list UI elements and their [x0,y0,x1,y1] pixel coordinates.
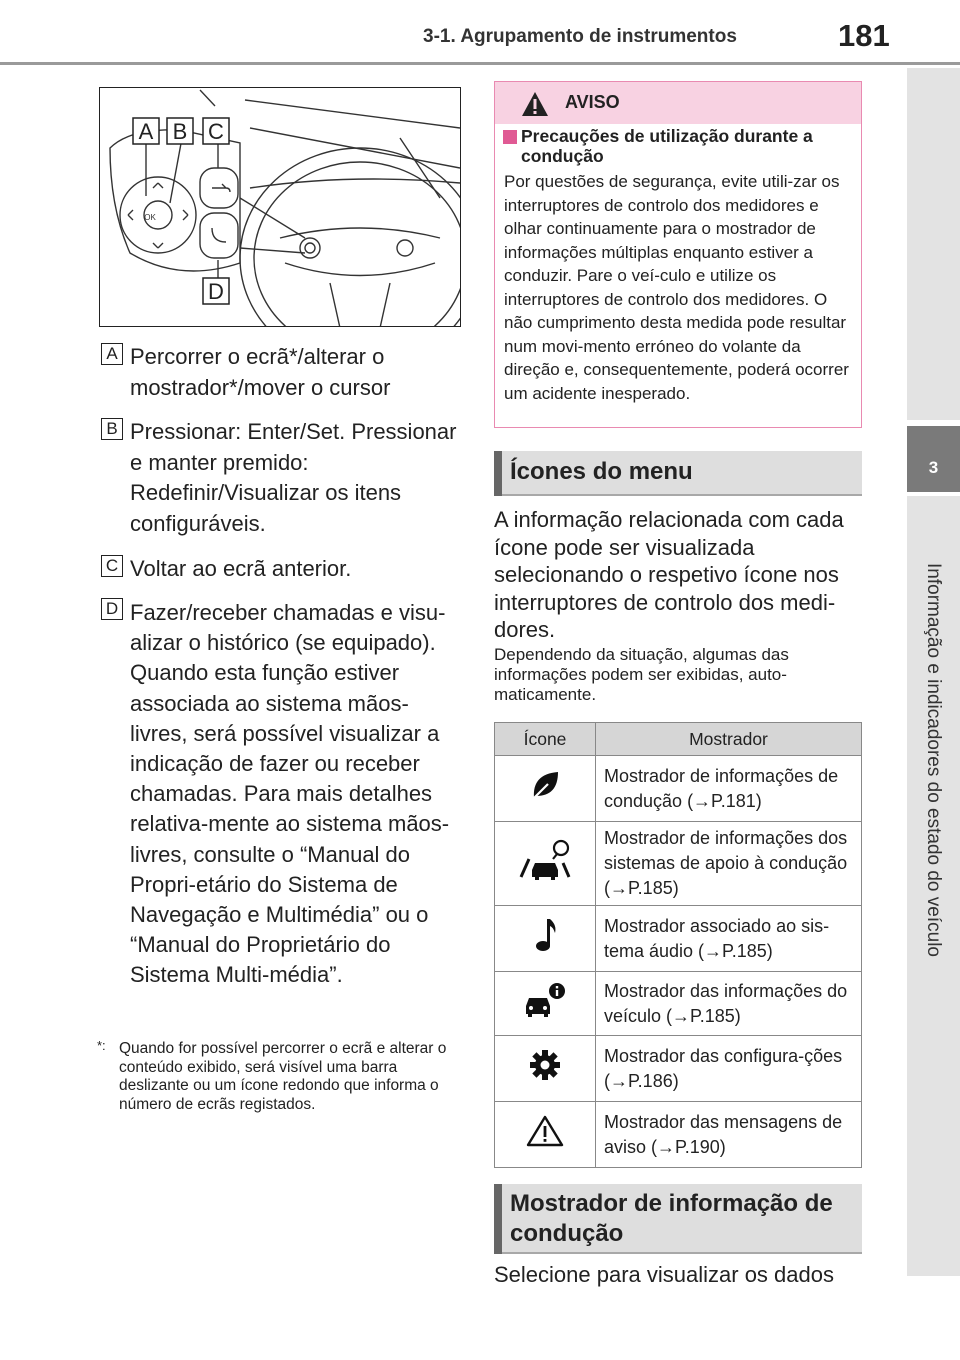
music-note-icon [531,917,559,953]
item-letter-c: C [101,555,123,577]
row-text: Mostrador de informações dos sistemas de apoio à condução (→P.185) [596,822,862,906]
menu-note-text: Dependendo da situação, algumas das informações podem ser exibidas, auto-maticamente. [494,645,789,704]
footnote-marker: *: [97,1038,106,1053]
page-number: 181 [838,18,890,53]
callout-d: D [208,279,224,304]
menu-intro-text: A informação relacionada com cada ícone pode ser visualizada selecionando o respetivo ícone nos interruptores de controlo dos medi-dores. [494,507,844,642]
row-text: Mostrador das configura-ções (→P.186) [596,1036,862,1102]
menu-icons-table [494,722,862,1168]
section-header-bar [494,1184,502,1254]
item-letter-a: A [101,343,123,365]
item-letter-d: D [101,598,123,620]
footnote [97,1040,457,1114]
driver-assist-icon [519,839,571,881]
table-row [495,906,862,972]
column-header-display: Mostrador [596,723,862,756]
vehicle-info-icon [523,982,567,1018]
section-title-menu-icons: Ícones do menu [510,458,693,485]
steering-switch-illustration [99,87,461,327]
callout-c: C [208,119,224,144]
ok-button-label: OK [144,213,156,222]
warning-bullet-square [503,130,517,144]
leaf-icon [528,768,562,802]
section-header-bar [494,451,502,496]
steering-wheel-drawing [100,88,461,327]
chapter-number-tab: 3 [907,426,960,492]
section-header-menu-icons [494,451,862,496]
item-b-text: Pressionar: Enter/Set. Pressionar e manter premido: Redefinir/Visualizar os itens configuráveis. [130,419,457,536]
item-a-text: Percorrer o ecrã*/alterar o mostrador*/mover o cursor [130,344,391,400]
warning-body: Por questões de segurança, evite utili-zar os interruptores de controlo dos medidores e olhar continuamente para o mostrador de informações múltiplas enquanto estiver a conduzir. Pare o veí-culo e utilize os interruptores de controlo dos medidores. O não cumprimento desta medida pode resultar num movi-mento erróneo do volante da direção e, consequentemente, poderá ocorrer um acidente inesperado. [504,172,849,403]
table-row [495,756,862,822]
section-title-driving-info: Mostrador de informação de condução [510,1190,833,1247]
gear-icon [529,1049,561,1081]
footnote-text: Quando for possível percorrer o ecrã e alterar o conteúdo exibido, será visível uma barra deslizante ou um ícone redondo que informa o número de ecrãs registados. [119,1040,447,1113]
table-row [495,972,862,1036]
callout-a: A [138,119,154,144]
warning-subtitle: Precauções de utilização durante a condução [521,126,813,166]
column-header-icon: Ícone [495,723,596,756]
warning-icon [520,90,550,118]
running-header-title: 3-1. Agrupamento de instrumentos [423,26,737,47]
section-header-driving-info [494,1184,862,1254]
driving-info-text: Selecione para visualizar os dados [494,1262,834,1287]
item-c-text: Voltar ao ecrã anterior. [130,556,352,581]
item-d-text: Fazer/receber chamadas e visu-alizar o histórico (se equipado). Quando esta função estiver associada ao sistema mãos-livres, será possível visualizar a indicação de fazer ou receber chamadas. Para mais detalhes relativa-mente ao sistema mãos-livres, consulte o “Manual do Propri-etário do Sistema de Navegação e Multimédia” ou o “Manual do Proprietário do Sistema Multi-média”. [130,600,450,988]
warning-triangle-icon [526,1114,564,1148]
header-divider [0,62,960,65]
row-text: Mostrador associado ao sis-tema áudio (→P.185) [596,906,862,972]
warning-box [494,81,862,428]
row-text: Mostrador de informações de condução (→P.181) [596,756,862,822]
item-letter-b: B [101,418,123,440]
chapter-title-vertical: Informação e indicadores do estado do veículo [923,563,944,957]
row-text: Mostrador das mensagens de aviso (→P.190) [596,1102,862,1168]
row-text: Mostrador das informações do veículo (→P.185) [596,972,862,1036]
warning-header [495,82,861,124]
side-tab-top [907,68,960,420]
callout-b: B [172,119,188,144]
table-row [495,1036,862,1102]
table-header-row [495,723,862,756]
table-row [495,1102,862,1168]
warning-title: AVISO [565,92,620,112]
table-row [495,822,862,906]
